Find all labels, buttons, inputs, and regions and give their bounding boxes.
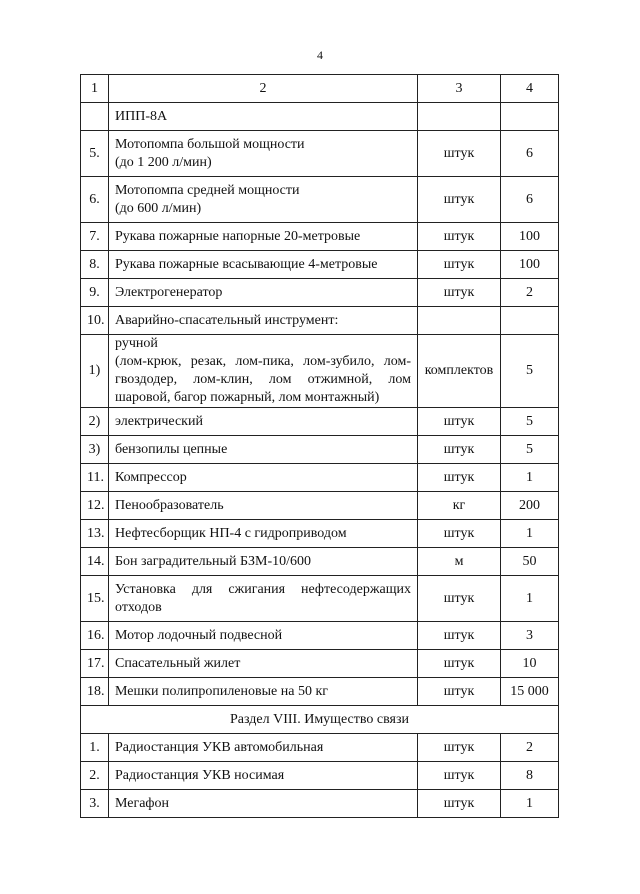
row-quantity: 5: [501, 335, 559, 408]
row-unit: штук: [418, 279, 501, 307]
row-name: [109, 762, 418, 790]
row-number: 5.: [81, 131, 109, 177]
header-cell-number: 1: [81, 75, 109, 103]
table-row: [81, 492, 559, 520]
row-number: 2): [81, 408, 109, 436]
table-row: [81, 622, 559, 650]
table-row: [81, 408, 559, 436]
row-name-line: Рукава пожарные всасывающие 4-метровые: [115, 256, 378, 272]
table-row: [81, 790, 559, 818]
row-name-line: Мотопомпа средней мощности: [115, 182, 300, 198]
rows-group-a: [81, 131, 559, 335]
table-row: [81, 548, 559, 576]
row-name: [109, 223, 418, 251]
row-number: 17.: [81, 650, 109, 678]
row-number: 18.: [81, 678, 109, 706]
row-name-line: (до 1 200 л/мин): [115, 154, 212, 170]
row-quantity: 5: [501, 436, 559, 464]
row-name: [109, 492, 418, 520]
row-quantity: 100: [501, 251, 559, 279]
row-unit: штук: [418, 408, 501, 436]
row-unit: штук: [418, 131, 501, 177]
row-name: [109, 464, 418, 492]
row-number: 1): [81, 335, 109, 408]
row-name: [109, 408, 418, 436]
row-unit: штук: [418, 678, 501, 706]
row-quantity: 100: [501, 223, 559, 251]
table-row: [81, 520, 559, 548]
row-quantity: 200: [501, 492, 559, 520]
row-number: 8.: [81, 251, 109, 279]
row-quantity: 50: [501, 548, 559, 576]
header-row: [81, 75, 559, 103]
row-number: 7.: [81, 223, 109, 251]
header-cell-quantity: 4: [501, 75, 559, 103]
row-name: [109, 131, 418, 177]
row-name: [109, 622, 418, 650]
row-unit: комплектов: [418, 335, 501, 408]
row-quantity: 1: [501, 464, 559, 492]
row-name-line: Радиостанция УКВ носимая: [115, 767, 285, 783]
row-name-line: Радиостанция УКВ автомобильная: [115, 739, 324, 755]
row-name-line: Рукава пожарные напорные 20-метровые: [115, 228, 361, 244]
row-quantity: 3: [501, 622, 559, 650]
row-name-line: бензопилы цепные: [115, 441, 228, 457]
row-name-line: Мотор лодочный подвесной: [115, 627, 283, 643]
row-name-line: Электрогенератор: [115, 284, 223, 300]
row-name-line: (лом-крюк, резак, лом-пика, лом-зубило, лом-гвоздодер, лом-клин, лом отжимной, лом шаровой, багор пожарный, лом монтажный): [115, 354, 411, 405]
row-unit: штук: [418, 576, 501, 622]
table-row: [81, 678, 559, 706]
header-cell-name: 2: [109, 75, 418, 103]
row-name: Установка для сжигания нефтесодержащих отходов: [109, 576, 418, 622]
table-row: [81, 436, 559, 464]
row-name-line: Аварийно-спасательный инструмент:: [115, 312, 339, 328]
page-number: 4: [317, 48, 323, 62]
table-row: [81, 251, 559, 279]
row-name-line: ручной: [115, 336, 158, 351]
row-name: [109, 678, 418, 706]
row-number: 13.: [81, 520, 109, 548]
row-unit: кг: [418, 492, 501, 520]
rows-group-b: [81, 408, 559, 576]
table-row: [81, 307, 559, 335]
row-quantity: 6: [501, 131, 559, 177]
row-quantity: 1: [501, 790, 559, 818]
table-row: [81, 223, 559, 251]
row-quantity: 1: [501, 520, 559, 548]
row-quantity: 5: [501, 408, 559, 436]
row-quantity: [501, 307, 559, 335]
row-name-line: Пенообразователь: [115, 497, 224, 513]
row-name: [109, 436, 418, 464]
table-row: [81, 762, 559, 790]
row-name: [109, 650, 418, 678]
row-number: 11.: [81, 464, 109, 492]
table-row: [81, 279, 559, 307]
table-row: [81, 177, 559, 223]
section-row: [81, 706, 559, 734]
row-quantity: 10: [501, 650, 559, 678]
row-name: [109, 734, 418, 762]
row-unit: штук: [418, 650, 501, 678]
row-name: [109, 279, 418, 307]
table-row: [81, 131, 559, 177]
row-quantity: 6: [501, 177, 559, 223]
row-quantity: 2: [501, 734, 559, 762]
table-row-installation: [81, 576, 559, 622]
row-name: [109, 790, 418, 818]
row-quantity: 15 000: [501, 678, 559, 706]
row-name-line: (до 600 л/мин): [115, 200, 202, 216]
row-number: 14.: [81, 548, 109, 576]
rows-group-d: [81, 734, 559, 818]
row-name-line: электрический: [115, 413, 203, 429]
row-name: [109, 177, 418, 223]
row-unit: штук: [418, 762, 501, 790]
row-unit: штук: [418, 251, 501, 279]
row-number: 6.: [81, 177, 109, 223]
row-unit: штук: [418, 223, 501, 251]
table-row: [81, 734, 559, 762]
row-unit: штук: [418, 790, 501, 818]
row-unit: м: [418, 548, 501, 576]
row-unit: штук: [418, 177, 501, 223]
rows-group-c: [81, 622, 559, 706]
row-name: [109, 335, 418, 408]
continuation-row: [81, 103, 559, 131]
row-name-line: Бон заградительный БЗМ-10/600: [115, 553, 311, 569]
row-name: [109, 251, 418, 279]
row-unit: [418, 307, 501, 335]
row-name-line: Мотопомпа большой мощности: [115, 136, 305, 152]
row-unit: штук: [418, 520, 501, 548]
equipment-table: [80, 74, 559, 818]
row-number: 10.: [81, 307, 109, 335]
table-row: [81, 464, 559, 492]
row-unit: штук: [418, 734, 501, 762]
row-name: [109, 548, 418, 576]
row-quantity: 8: [501, 762, 559, 790]
section-title: Раздел VIII. Имущество связи: [81, 706, 559, 734]
row-unit: штук: [418, 622, 501, 650]
row-name-line: Нефтесборщик НП-4 с гидроприводом: [115, 525, 347, 541]
row-number: 2.: [81, 762, 109, 790]
row-number: 16.: [81, 622, 109, 650]
row-quantity: 2: [501, 279, 559, 307]
continuation-label: ИПП-8А: [109, 103, 418, 131]
row-number: 12.: [81, 492, 109, 520]
row-name-line: Мешки полипропиленовые на 50 кг: [115, 683, 328, 699]
row-number: 9.: [81, 279, 109, 307]
row-name-line: Мегафон: [115, 795, 169, 811]
table-row-manual-tool: [81, 335, 559, 408]
row-number: 15.: [81, 576, 109, 622]
row-name: [109, 307, 418, 335]
row-name-line: Компрессор: [115, 469, 187, 485]
row-number: 3.: [81, 790, 109, 818]
row-quantity: 1: [501, 576, 559, 622]
row-number: 1.: [81, 734, 109, 762]
header-cell-unit: 3: [418, 75, 501, 103]
row-unit: штук: [418, 464, 501, 492]
table-row: [81, 650, 559, 678]
row-name-line: Спасательный жилет: [115, 655, 241, 671]
row-number: 3): [81, 436, 109, 464]
row-unit: штук: [418, 436, 501, 464]
row-name: [109, 520, 418, 548]
